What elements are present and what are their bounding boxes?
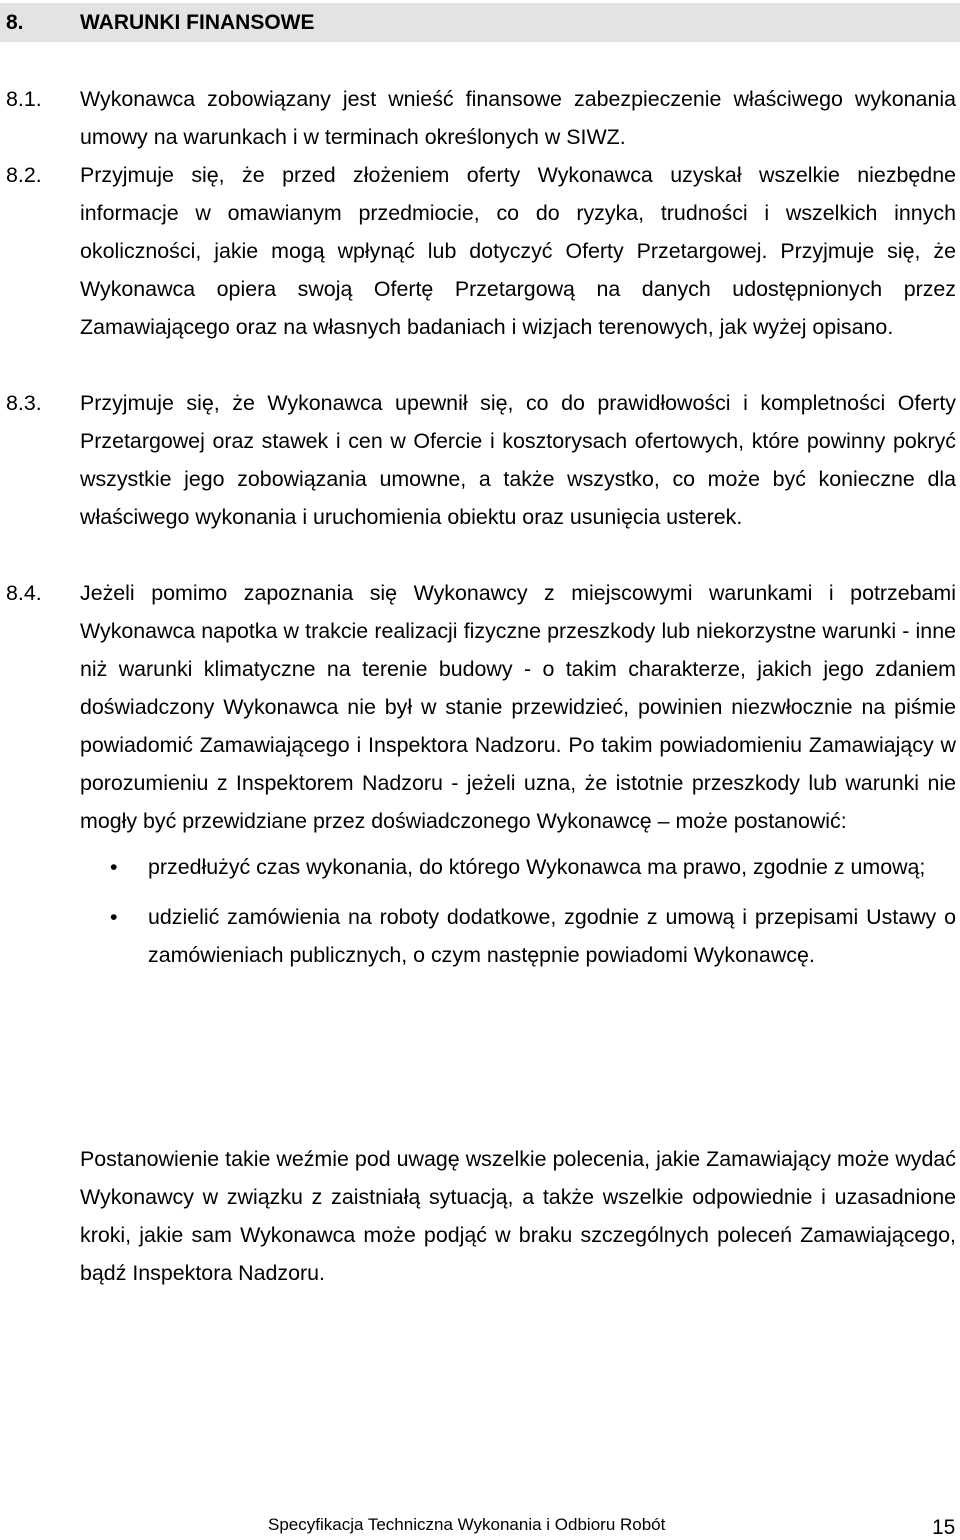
section-text: Wykonawca zobowiązany jest wnieść finansowe zabezpieczenie właściwego wykonania umowy na warunkach i w terminach określonych w SIWZ. (80, 87, 956, 149)
list-item-text: udzielić zamówienia na roboty dodatkowe, zgodnie z umową i przepisami Ustawy o zamówieniach publicznych, o czym następnie powiadomi Wykonawcę. (148, 905, 956, 967)
list-item (80, 848, 956, 886)
bullet-icon: • (110, 905, 118, 929)
bullet-list (80, 848, 956, 974)
section-number: 8.3. (6, 391, 42, 415)
section-8-4 (6, 574, 956, 974)
page-number: 15 (932, 1516, 956, 1539)
section-text: Przyjmuje się, że Wykonawca upewnił się, co do prawidłowości i kompletności Oferty Przetargowej oraz stawek i cen w Ofercie i kosztorysach ofertowych, które powinny pokryć wszystkie jego zobowiązania umowne, a także wszystko, co może być konieczne dla właściwego wykonania i uruchomienia obiektu oraz usunięcia usterek. (80, 391, 956, 529)
section-text: Jeżeli pomimo zapoznania się Wykonawcy z miejscowymi warunkami i potrzebami Wykonawca napotka w trakcie realizacji fizyczne przeszkody lub niekorzystne warunki - inne niż warunki klimatyczne na terenie budowy - o takim charakterze, jakich jego zdaniem doświadczony Wykonawca nie był w stanie przewidzieć, powinien niezwłocznie na piśmie powiadomić Zamawiającego i Inspektora Nadzoru. Po takim powiadomieniu Zamawiający w porozumieniu z Inspektorem Nadzoru - jeżeli uzna, że istotnie przeszkody lub warunki nie mogły być przewidziane przez doświadczonego Wykonawcę – może postanowić: (80, 581, 956, 833)
section-heading (0, 3, 960, 42)
heading-title: WARUNKI FINANSOWE (80, 11, 315, 34)
closing-paragraph: Postanowienie takie weźmie pod uwagę wszelkie polecenia, jakie Zamawiający może wydać Wykonawcy w związku z zaistniałą sytuacją, a także wszelkie odpowiednie i uzasadnione kroki, jakie sam Wykonawca może podjąć w braku szczególnych poleceń Zamawiającego, bądź Inspektora Nadzoru. (80, 1147, 956, 1285)
list-item (80, 898, 956, 974)
bullet-icon: • (110, 855, 118, 879)
section-8-3 (6, 384, 956, 536)
heading-number: 8. (6, 11, 24, 34)
footer-title: Specyfikacja Techniczna Wykonania i Odbioru Robót (268, 1515, 666, 1534)
section-number: 8.2. (6, 163, 42, 187)
section-number: 8.1. (6, 87, 42, 111)
section-8-1 (6, 80, 956, 156)
section-8-2 (6, 156, 956, 346)
list-item-text: przedłużyć czas wykonania, do którego Wykonawca ma prawo, zgodnie z umową; (148, 855, 926, 879)
section-text: Przyjmuje się, że przed złożeniem oferty Wykonawca uzyskał wszelkie niezbędne informacje w omawianym przedmiocie, co do ryzyka, trudności i wszelkich innych okoliczności, jakie mogą wpłynąć lub dotyczyć Oferty Przetargowej. Przyjmuje się, że Wykonawca opiera swoją Ofertę Przetargową na danych udostępnionych przez Zamawiającego oraz na własnych badaniach i wizjach terenowych, jak wyżej opisano. (80, 163, 956, 339)
page-footer (0, 1508, 960, 1539)
section-number: 8.4. (6, 581, 42, 605)
